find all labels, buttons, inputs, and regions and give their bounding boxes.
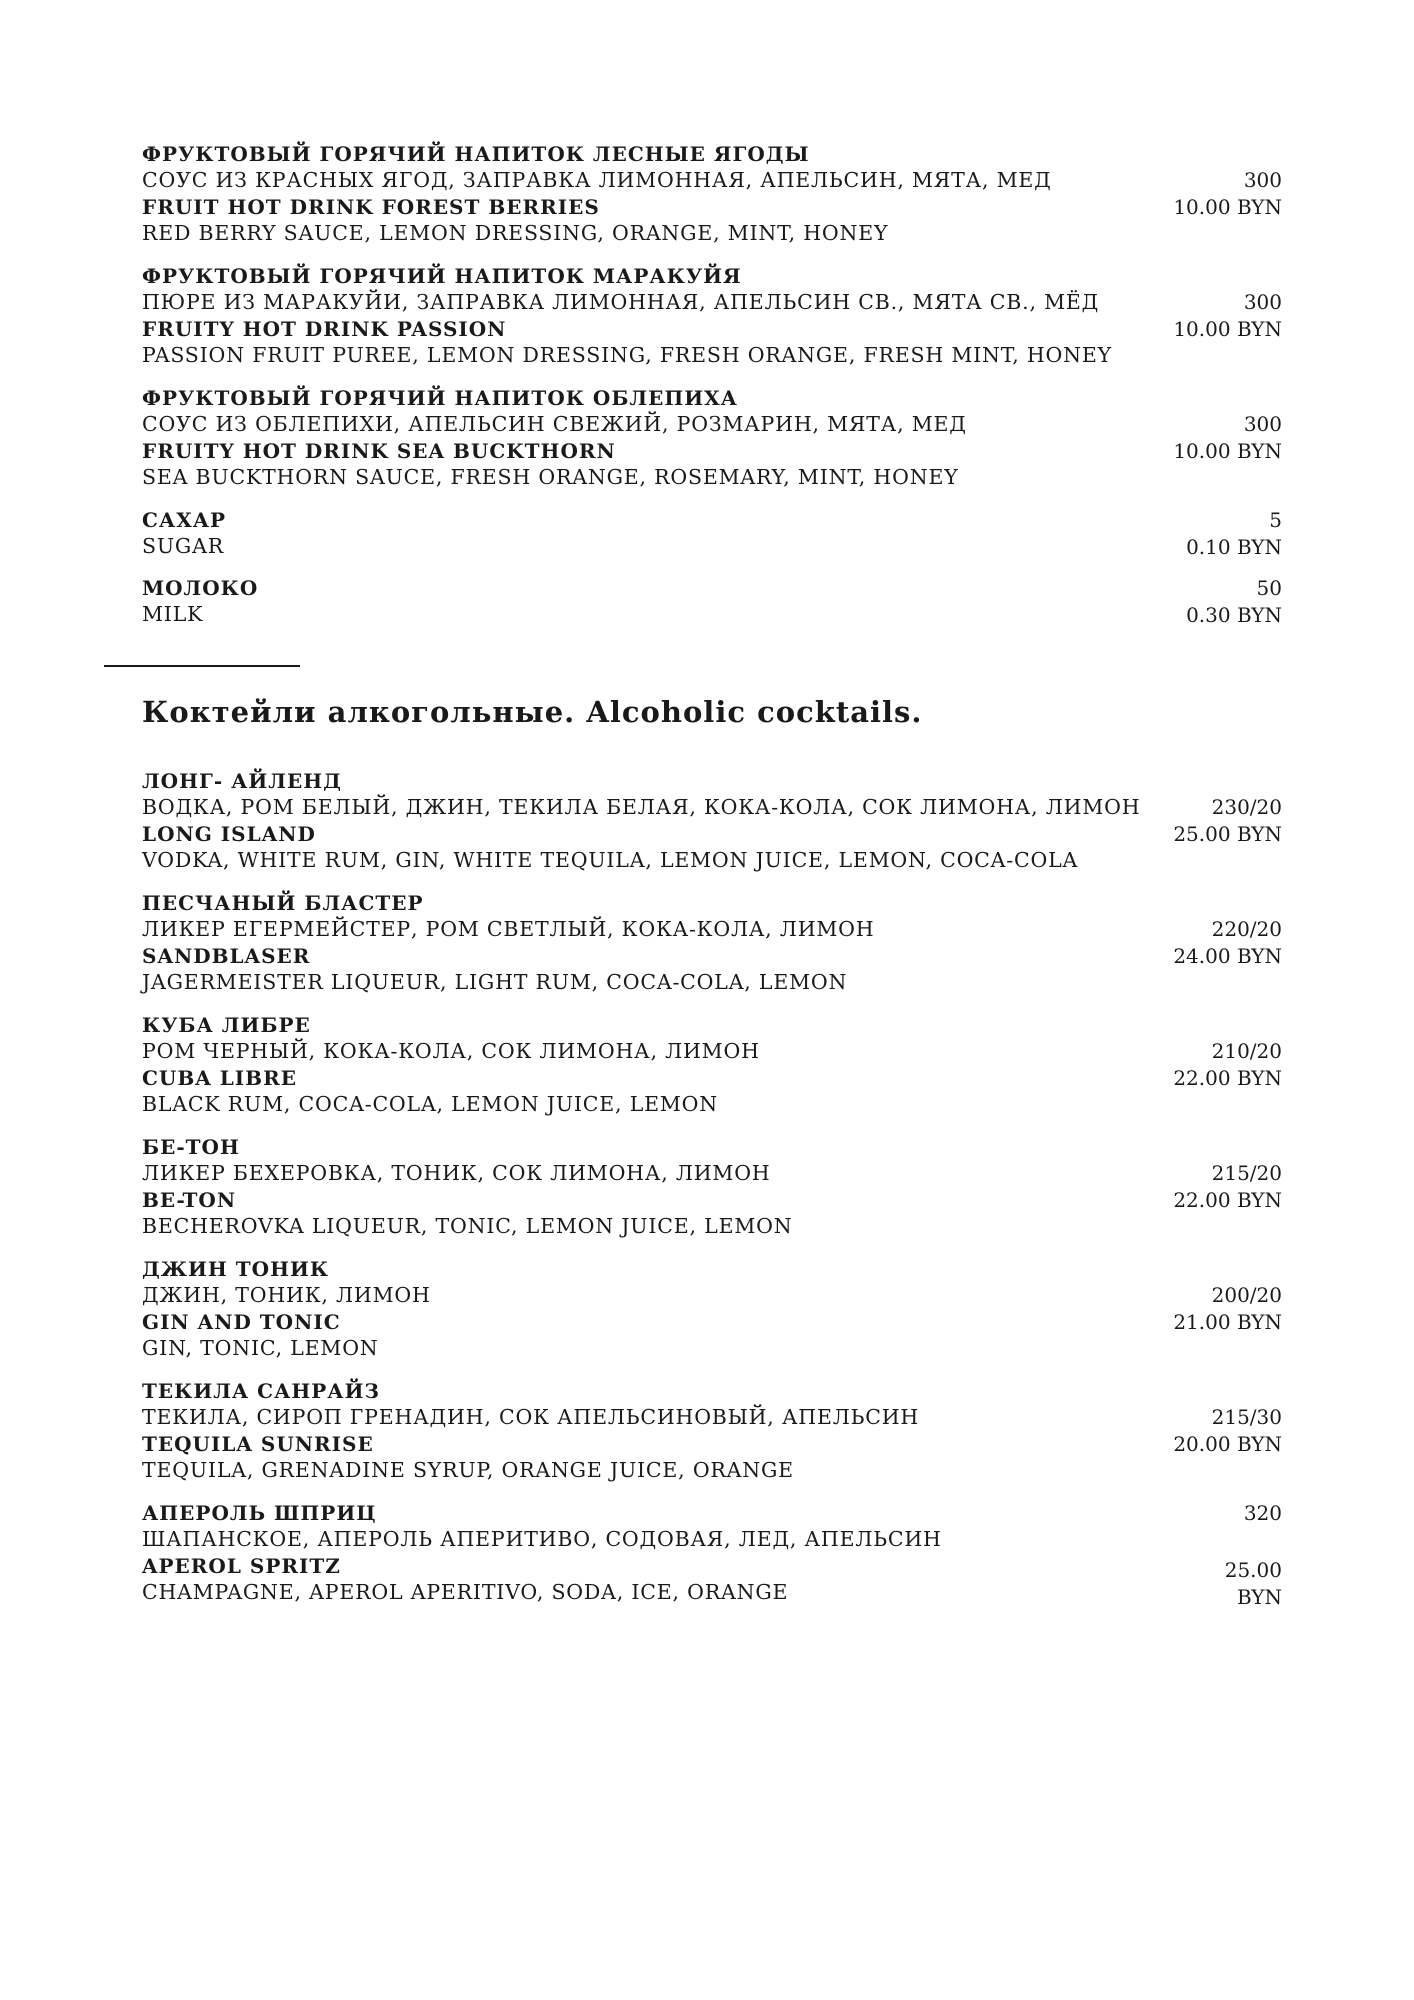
item-name-en: BE-TON — [142, 1188, 237, 1212]
item-price: 10.00 BYN — [1173, 439, 1282, 463]
item-prices — [1173, 794, 1282, 848]
item-desc-en: BLACK RUM, COCA-COLA, LEMON JUICE, LEMON — [142, 1092, 719, 1116]
item-name-ru: ЛОНГ- АЙЛЕНД — [142, 769, 342, 793]
item-prices — [1173, 167, 1282, 221]
item-volume: 320 — [1243, 1501, 1282, 1525]
item-name-ru: ФРУКТОВЫЙ ГОРЯЧИЙ НАПИТОК ЛЕСНЫЕ ЯГОДЫ — [142, 142, 810, 166]
item-volume: 230/20 — [1211, 795, 1282, 819]
item-desc-ru: ЛИКЕР БЕХЕРОВКА, ТОНИК, СОК ЛИМОНА, ЛИМОН — [142, 1161, 771, 1185]
item-price: 22.00 BYN — [1173, 1188, 1282, 1212]
item-name-ru: ФРУКТОВЫЙ ГОРЯЧИЙ НАПИТОК ОБЛЕПИХА — [142, 386, 738, 410]
menu-item — [142, 507, 1282, 575]
item-price: 10.00 BYN — [1173, 317, 1282, 341]
item-name-ru: ДЖИН ТОНИК — [142, 1257, 330, 1281]
item-name-en: LONG ISLAND — [142, 822, 316, 846]
item-price: 10.00 BYN — [1173, 195, 1282, 219]
item-name-en: CUBA LIBRE — [142, 1066, 297, 1090]
item-name-ru: ФРУКТОВЫЙ ГОРЯЧИЙ НАПИТОК МАРАКУЙЯ — [142, 264, 742, 288]
item-price-amount: 25.00 — [1224, 1558, 1282, 1582]
item-prices — [1173, 1160, 1282, 1214]
item-prices — [1186, 575, 1282, 629]
menu-item — [142, 890, 1282, 1012]
item-volume: 50 — [1256, 576, 1282, 600]
item-price-currency: BYN — [1236, 1585, 1282, 1609]
item-price: 22.00 BYN — [1173, 1066, 1282, 1090]
item-name-en: FRUITY HOT DRINK SEA BUCKTHORN — [142, 439, 616, 463]
item-desc-ru: ЛИКЕР ЕГЕРМЕЙСТЕР, РОМ СВЕТЛЫЙ, КОКА-КОЛА, ЛИМОН — [142, 917, 875, 941]
item-volume: 210/20 — [1211, 1039, 1282, 1063]
item-prices — [1173, 289, 1282, 343]
item-name-en: SANDBLASER — [142, 944, 311, 968]
item-desc-en: VODKA, WHITE RUM, GIN, WHITE TEQUILA, LEMON JUICE, LEMON, COCA-COLA — [142, 848, 1079, 872]
item-name-en: GIN AND TONIC — [142, 1310, 341, 1334]
item-name-ru: КУБА ЛИБРЕ — [142, 1013, 311, 1037]
menu-item — [142, 1378, 1282, 1500]
item-name-en: FRUITY HOT DRINK PASSION — [142, 317, 507, 341]
menu-item — [142, 1012, 1282, 1134]
section-title: Коктейли алкогольные. Alcoholic cocktails. — [142, 695, 923, 729]
item-prices — [1173, 411, 1282, 465]
item-desc-en: PASSION FRUIT PUREE, LEMON DRESSING, FRESH ORANGE, FRESH MINT, HONEY — [142, 343, 1112, 367]
item-volume: 220/20 — [1211, 917, 1282, 941]
item-desc-ru: СОУС ИЗ КРАСНЫХ ЯГОД, ЗАПРАВКА ЛИМОННАЯ, АПЕЛЬСИН, МЯТА, МЕД — [142, 168, 1052, 192]
item-prices — [1186, 507, 1282, 561]
item-volume: 200/20 — [1211, 1283, 1282, 1307]
item-name-ru: БЕ-ТОН — [142, 1135, 240, 1159]
item-desc-ru: ДЖИН, ТОНИК, ЛИМОН — [142, 1283, 431, 1307]
menu-item — [142, 575, 1282, 643]
item-name-en: FRUIT HOT DRINK FOREST BERRIES — [142, 195, 600, 219]
item-volume: 300 — [1243, 290, 1282, 314]
item-prices — [1225, 1500, 1282, 1611]
item-price: 21.00 BYN — [1173, 1310, 1282, 1334]
item-desc-en: TEQUILA, GRENADINE SYRUP, ORANGE JUICE, ORANGE — [142, 1458, 794, 1482]
item-price: 20.00 BYN — [1173, 1432, 1282, 1456]
item-desc-en: CHAMPAGNE, APEROL APERITIVO, SODA, ICE, ORANGE — [142, 1580, 789, 1604]
item-name-en: APEROL SPRITZ — [142, 1554, 341, 1578]
item-desc-ru: ВОДКА, РОМ БЕЛЫЙ, ДЖИН, ТЕКИЛА БЕЛАЯ, КОКА-КОЛА, СОК ЛИМОНА, ЛИМОН — [142, 795, 1141, 819]
item-volume: 300 — [1243, 168, 1282, 192]
item-desc-ru: РОМ ЧЕРНЫЙ, КОКА-КОЛА, СОК ЛИМОНА, ЛИМОН — [142, 1039, 760, 1063]
item-volume: 215/20 — [1211, 1161, 1282, 1185]
item-desc-ru: ШАПАНСКОЕ, АПЕРОЛЬ АПЕРИТИВО, СОДОВАЯ, ЛЕД, АПЕЛЬСИН — [142, 1527, 942, 1551]
item-name-ru: САХАР — [142, 508, 227, 532]
menu-item — [142, 141, 1282, 263]
menu-item — [142, 385, 1282, 507]
item-name-ru: ТЕКИЛА САНРАЙЗ — [142, 1379, 380, 1403]
item-volume: 5 — [1269, 508, 1282, 532]
item-prices — [1173, 1282, 1282, 1336]
item-name-en: SUGAR — [142, 534, 224, 558]
item-desc-en: JAGERMEISTER LIQUEUR, LIGHT RUM, COCA-COLA, LEMON — [142, 970, 848, 994]
item-name-ru: АПЕРОЛЬ ШПРИЦ — [142, 1501, 377, 1525]
item-desc-ru: СОУС ИЗ ОБЛЕПИХИ, АПЕЛЬСИН СВЕЖИЙ, РОЗМАРИН, МЯТА, МЕД — [142, 412, 967, 436]
hot-drinks-list — [142, 141, 1282, 507]
item-desc-ru: ТЕКИЛА, СИРОП ГРЕНАДИН, СОК АПЕЛЬСИНОВЫЙ, АПЕЛЬСИН — [142, 1405, 920, 1429]
item-price: 0.30 BYN — [1186, 603, 1282, 627]
item-volume: 215/30 — [1211, 1405, 1282, 1429]
item-prices — [1173, 1404, 1282, 1458]
item-name-ru: ПЕСЧАНЫЙ БЛАСТЕР — [142, 891, 424, 915]
item-name-ru: МОЛОКО — [142, 576, 259, 600]
item-price: 0.10 BYN — [1186, 535, 1282, 559]
cocktails-list — [142, 768, 1282, 1622]
menu-item — [142, 1500, 1282, 1622]
menu-item — [142, 1134, 1282, 1256]
menu-item — [142, 263, 1282, 385]
item-name-en: MILK — [142, 602, 204, 626]
item-desc-en: SEA BUCKTHORN SAUCE, FRESH ORANGE, ROSEMARY, MINT, HONEY — [142, 465, 959, 489]
menu-item — [142, 768, 1282, 890]
item-price: 24.00 BYN — [1173, 944, 1282, 968]
item-name-en: TEQUILA SUNRISE — [142, 1432, 374, 1456]
item-prices — [1173, 916, 1282, 970]
extras-list — [142, 507, 1282, 643]
item-desc-ru: ПЮРЕ ИЗ МАРАКУЙИ, ЗАПРАВКА ЛИМОННАЯ, АПЕЛЬСИН СВ., МЯТА СВ., МЁД — [142, 290, 1100, 314]
menu-item — [142, 1256, 1282, 1378]
item-prices — [1173, 1038, 1282, 1092]
item-price: 25.00 BYN — [1173, 822, 1282, 846]
item-desc-en: RED BERRY SAUCE, LEMON DRESSING, ORANGE, MINT, HONEY — [142, 221, 889, 245]
section-divider — [104, 665, 300, 667]
item-desc-en: GIN, TONIC, LEMON — [142, 1336, 379, 1360]
item-volume: 300 — [1243, 412, 1282, 436]
item-desc-en: BECHEROVKA LIQUEUR, TONIC, LEMON JUICE, LEMON — [142, 1214, 793, 1238]
